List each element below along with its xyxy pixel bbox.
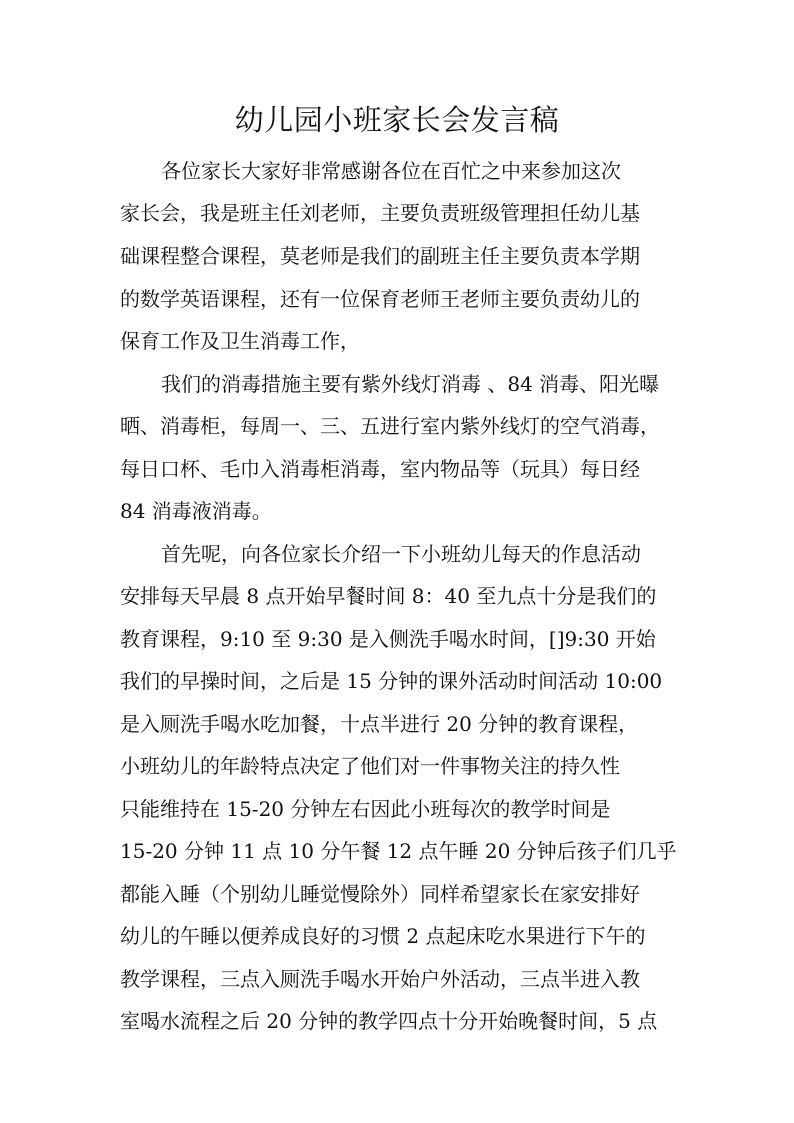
paragraph-3-line-8: 15-20 分钟 11 点 10 分午餐 12 点午睡 20 分钟后孩子们几乎 xyxy=(120,839,677,863)
paragraph-2-line-1: 我们的消毒措施主要有紫外线灯消毒 、84 消毒、阳光曝 xyxy=(161,372,660,396)
paragraph-2-line-2: 晒、消毒柜，每周一、三、五进行室内紫外线灯的空气消毒， xyxy=(120,414,660,438)
document-title: 幼儿园小班家长会发言稿 xyxy=(234,103,560,137)
paragraph-3-line-1: 首先呢，向各位家长介绍一下小班幼儿每天的作息活动 xyxy=(161,542,641,566)
paragraph-3-line-12: 室喝水流程之后 20 分钟的教学四点十分开始晚餐时间，5 点 xyxy=(120,1009,658,1033)
paragraph-3-line-2: 安排每天早晨 8 点开始早餐时间 8：40 至九点十分是我们的 xyxy=(120,584,657,608)
paragraph-3-line-4: 我们的早操时间，之后是 15 分钟的课外活动时间活动 10:00 xyxy=(120,669,663,693)
paragraph-1-line-2: 家长会，我是班主任刘老师，主要负责班级管理担任幼儿基 xyxy=(120,201,640,225)
paragraph-1-line-1: 各位家长大家好非常感谢各位在百忙之中来参加这次 xyxy=(161,159,621,183)
paragraph-1-line-4: 的数学英语课程，还有一位保育老师王老师主要负责幼儿的 xyxy=(120,287,640,311)
paragraph-3-line-6: 小班幼儿的年龄特点决定了他们对一件事物关注的持久性 xyxy=(120,754,620,778)
paragraph-3-line-7: 只能维持在 15-20 分钟左右因此小班每次的教学时间是 xyxy=(120,797,611,821)
paragraph-3-line-11: 教学课程，三点入厕洗手喝水开始户外活动，三点半进入教 xyxy=(120,967,640,991)
paragraph-2-line-4: 84 消毒液消毒。 xyxy=(120,499,272,523)
paragraph-1-line-5: 保育工作及卫生消毒工作， xyxy=(120,329,360,353)
paragraph-3-line-10: 幼儿的午睡以便养成良好的习惯 2 点起床吃水果进行下午的 xyxy=(120,924,646,948)
paragraph-3-line-9: 都能入睡（个别幼儿睡觉慢除外）同样希望家长在家安排好 xyxy=(120,882,640,906)
paragraph-1-line-3: 础课程整合课程，莫老师是我们的副班主任主要负责本学期 xyxy=(120,244,640,268)
paragraph-3-line-5: 是入厕洗手喝水吃加餐，十点半进行 20 分钟的教育课程， xyxy=(120,712,639,736)
paragraph-2-line-3: 每日口杯、毛巾入消毒柜消毒，室内物品等（玩具）每日经 xyxy=(120,457,640,481)
paragraph-3-line-3: 教育课程，9:10 至 9:30 是入侧洗手喝水时间，[]9:30 开始 xyxy=(120,627,656,651)
